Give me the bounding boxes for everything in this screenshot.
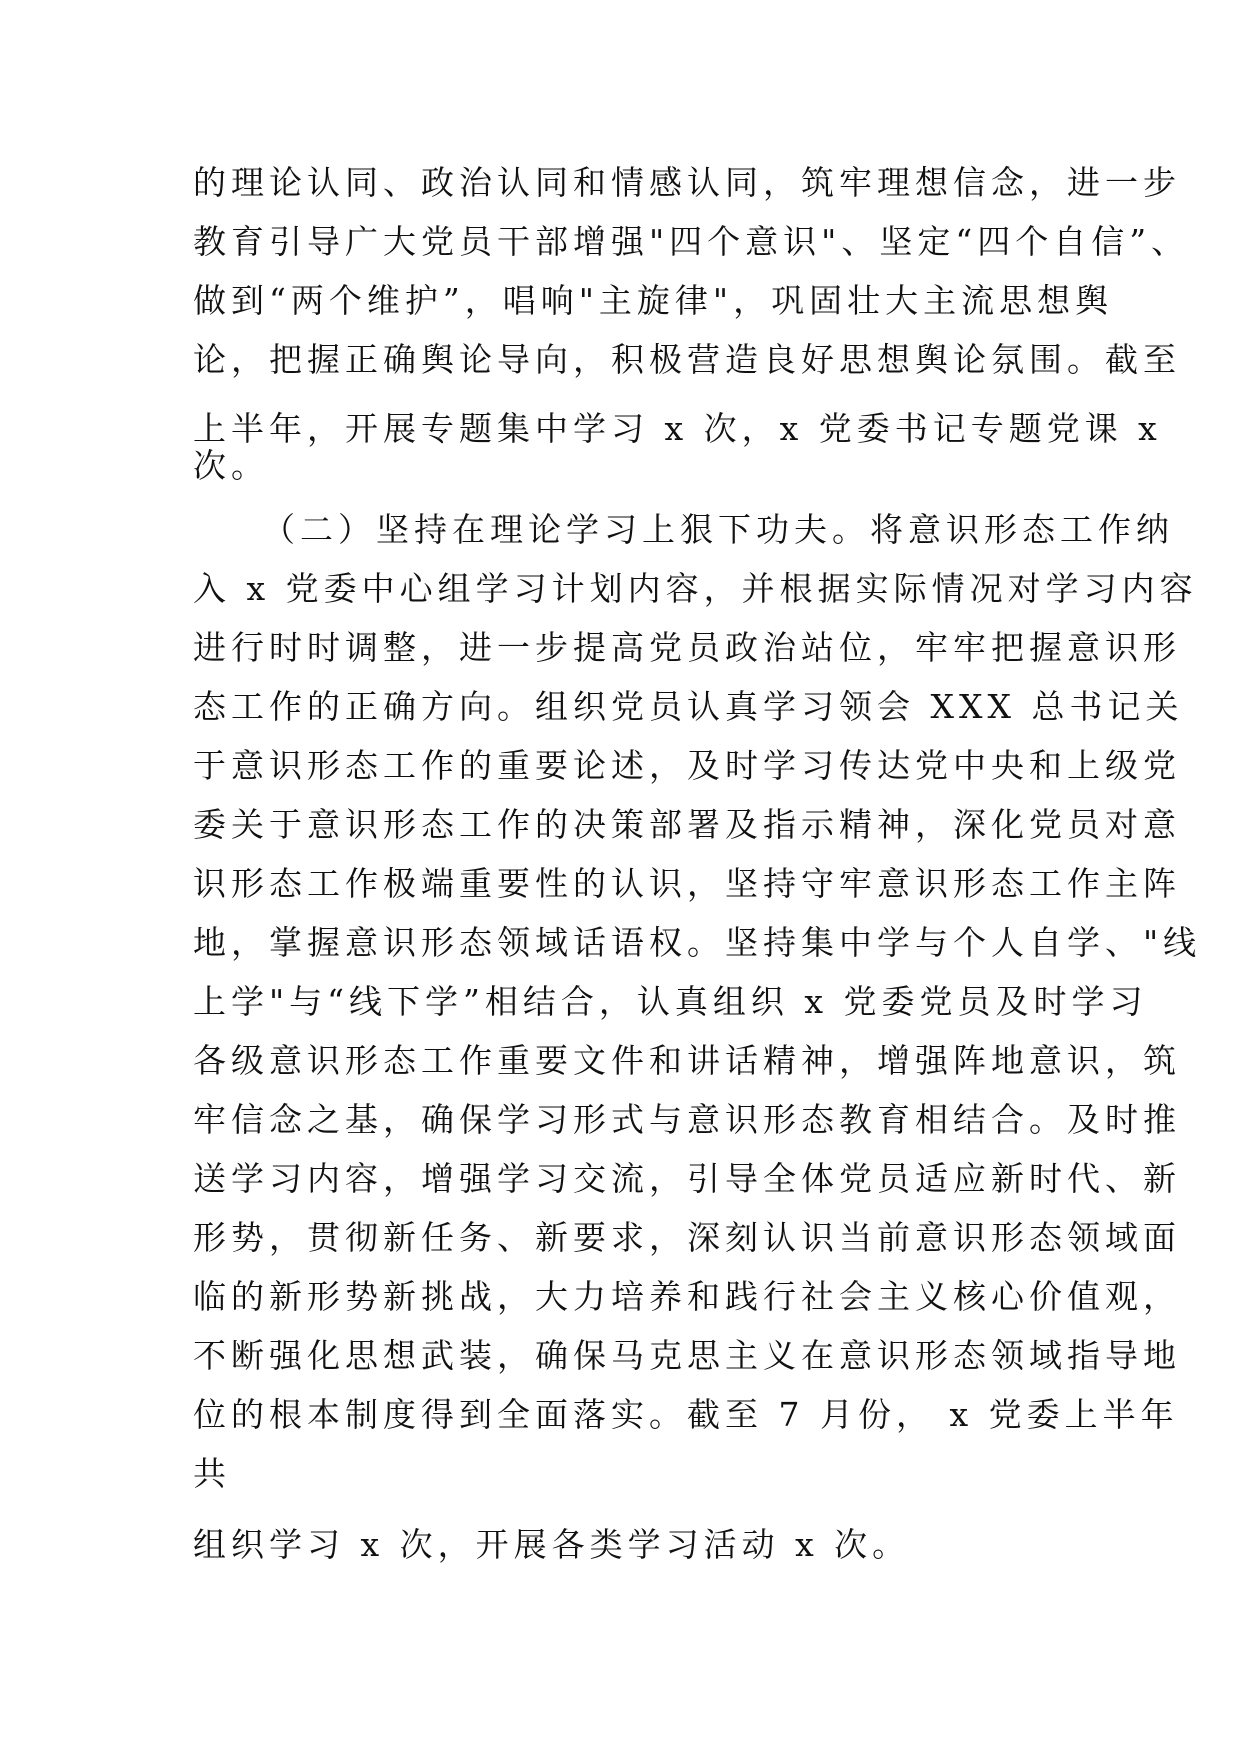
text-line: 临的新形势新挑战，大力培养和践行社会主义核心价值观， xyxy=(193,1277,1181,1316)
text-line: 教育引导广大党员干部增强"四个意识"、坚定“四个自信”、 xyxy=(193,222,1190,261)
text-line: 论，把握正确舆论导向，积极营造良好思想舆论氛围。截至 xyxy=(193,340,1181,379)
text-line: 做到“两个维护”，唱响"主旋律"，巩固壮大主流思想舆 xyxy=(193,281,1114,320)
text-line: 的理论认同、政治认同和情感认同，筑牢理想信念，进一步 xyxy=(193,163,1181,202)
text-line: 形势，贯彻新任务、新要求，深刻认识当前意识形态领域面 xyxy=(193,1218,1181,1257)
text-line: 地，掌握意识形态领域话语权。坚持集中学与个人自学、"线 xyxy=(193,923,1202,962)
text-line: 不断强化思想武装，确保马克思主义在意识形态领域指导地 xyxy=(193,1336,1181,1375)
text-line: 进行时时调整，进一步提高党员政治站位，牢牢把握意识形 xyxy=(193,628,1181,667)
text-line: 识形态工作极端重要性的认识，坚持守牢意识形态工作主阵 xyxy=(193,864,1181,903)
paragraph-heading: （二）坚持在理论学习上狠下功夫。将意识形态工作纳 xyxy=(262,510,1174,549)
text-line: 组织学习 x 次，开展各类学习活动 x 次。 xyxy=(193,1525,911,1564)
text-line: 入 x 党委中心组学习计划内容，并根据实际情况对学习内容 xyxy=(193,569,1198,608)
text-line: 态工作的正确方向。组织党员认真学习领会 XXX 总书记关 xyxy=(193,687,1184,726)
text-line: 委关于意识形态工作的决策部署及指示精神，深化党员对意 xyxy=(193,805,1181,844)
text-line: 位的根本制度得到全面落实。截至 7 月份， x 党委上半年 xyxy=(193,1395,1179,1434)
text-line: 送学习内容，增强学习交流，引导全体党员适应新时代、新 xyxy=(193,1159,1181,1198)
text-line: 上学"与“线下学”相结合，认真组织 x 党委党员及时学习 xyxy=(193,982,1148,1021)
text-line: 次。 xyxy=(193,446,269,485)
text-line: 上半年，开展专题集中学习 x 次，x 党委书记专题党课 x xyxy=(193,409,1162,448)
text-line: 各级意识形态工作重要文件和讲话精神，增强阵地意识，筑 xyxy=(193,1041,1181,1080)
text-line: 共 xyxy=(193,1454,231,1493)
text-line: 于意识形态工作的重要论述，及时学习传达党中央和上级党 xyxy=(193,746,1181,785)
text-line: 牢信念之基，确保学习形式与意识形态教育相结合。及时推 xyxy=(193,1100,1181,1139)
